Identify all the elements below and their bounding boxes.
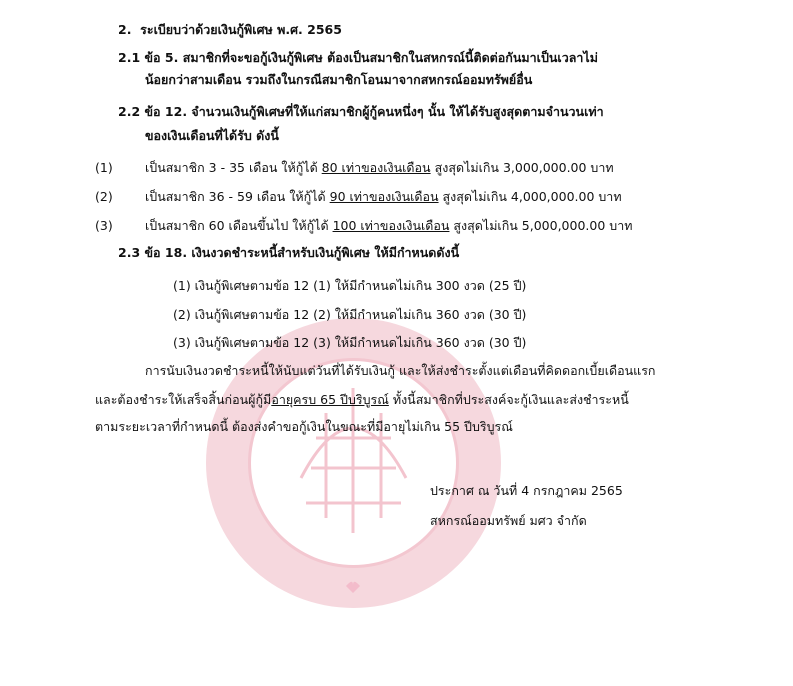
paragraph-line2 (95, 392, 629, 408)
tier-multiplier: 80 เท่าของเงินเดือน (321, 160, 431, 175)
organization-name: สหกรณ์ออมทรัพย์ มศว จำกัด (430, 513, 587, 528)
section-heading (118, 22, 342, 38)
tier-text: เป็นสมาชิก 36 - 59 เดือน ให้กู้ได้ (145, 189, 330, 204)
tier-multiplier: 100 เท่าของเงินเดือน (332, 218, 450, 233)
clause-2-1-line1 (118, 50, 598, 66)
installment-item-3: (3) เงินกู้พิเศษตามข้อ 12 (3) ให้มีกำหนดไม่เกิน 360 งวด (30 ปี) (173, 335, 527, 350)
paragraph-line3: ตามระยะเวลาที่กำหนดนี้ ต้องส่งคำขอกู้เงินในขณะที่มีอายุไม่เกิน 55 ปีบริบูรณ์ (95, 419, 513, 434)
clause-number: 2.3 (118, 245, 141, 260)
clause-text: ข้อ 12. จำนวนเงินกู้พิเศษที่ให้แก่สมาชิกผู้กู้คนหนึ่งๆ นั้น ให้ได้รับสูงสุดตามจำนวนเท่า (144, 104, 604, 119)
tier-cap: สูงสุดไม่เกิน 5,000,000.00 บาท (449, 218, 633, 233)
tier-number: (2) (95, 189, 113, 204)
paragraph-line1: การนับเงินงวดชำระหนี้ให้นับแต่วันที่ได้รับเงินกู้ และให้ส่งชำระตั้งแต่เดือนที่คิดดอกเบี้ยเดือนแรก (145, 363, 656, 378)
tier-text: เป็นสมาชิก 60 เดือนขึ้นไป ให้กู้ได้ (145, 218, 333, 233)
clause-2-2-line2: ของเงินเดือนที่ได้รับ ดังนี้ (145, 128, 279, 143)
paragraph-text: ทั้งนี้สมาชิกที่ประสงค์จะกู้เงินและส่งชำระหนี้ (388, 392, 629, 407)
tier-cap: สูงสุดไม่เกิน 3,000,000.00 บาท (430, 160, 614, 175)
clause-2-3-line1 (118, 245, 459, 261)
clause-number: 2.1 (118, 50, 141, 65)
tier-text: เป็นสมาชิก 3 - 35 เดือน ให้กู้ได้ (145, 160, 322, 175)
watermark-seal (206, 318, 501, 608)
clause-number: 2.2 (118, 104, 141, 119)
clause-2-2-line1 (118, 104, 604, 120)
tier-line-2 (145, 189, 622, 205)
tier-line-3 (145, 218, 632, 234)
clause-2-1-line2: น้อยกว่าสามเดือน รวมถึงในกรณีสมาชิกโอนมาจากสหกรณ์ออมทรัพย์อื่น (145, 72, 533, 87)
clause-text: ข้อ 5. สมาชิกที่จะขอกู้เงินกู้พิเศษ ต้องเป็นสมาชิกในสหกรณ์นี้ติดต่อกันมาเป็นเวลาไม่ (144, 50, 598, 65)
tier-line-1 (145, 160, 614, 176)
section-title: ระเบียบว่าด้วยเงินกู้พิเศษ พ.ศ. 2565 (140, 22, 342, 37)
seal-emblem-icon (206, 318, 501, 608)
tier-multiplier: 90 เท่าของเงินเดือน (329, 189, 439, 204)
tier-number: (3) (95, 218, 113, 233)
clause-text: ข้อ 18. เงินงวดชำระหนี้สำหรับเงินกู้พิเศษ ให้มีกำหนดดังนี้ (144, 245, 460, 260)
tier-cap: สูงสุดไม่เกิน 4,000,000.00 บาท (438, 189, 622, 204)
age-limit: อายุครบ 65 ปีบริบูรณ์ (271, 392, 389, 407)
paragraph-text: และต้องชำระให้เสร็จสิ้นก่อนผู้กู้มี (95, 392, 272, 407)
tier-number: (1) (95, 160, 113, 175)
section-number: 2. (118, 22, 132, 37)
announcement-date: ประกาศ ณ วันที่ 4 กรกฎาคม 2565 (430, 483, 623, 498)
installment-item-2: (2) เงินกู้พิเศษตามข้อ 12 (2) ให้มีกำหนดไม่เกิน 360 งวด (30 ปี) (173, 307, 527, 322)
installment-item-1: (1) เงินกู้พิเศษตามข้อ 12 (1) ให้มีกำหนดไม่เกิน 300 งวด (25 ปี) (173, 278, 527, 293)
